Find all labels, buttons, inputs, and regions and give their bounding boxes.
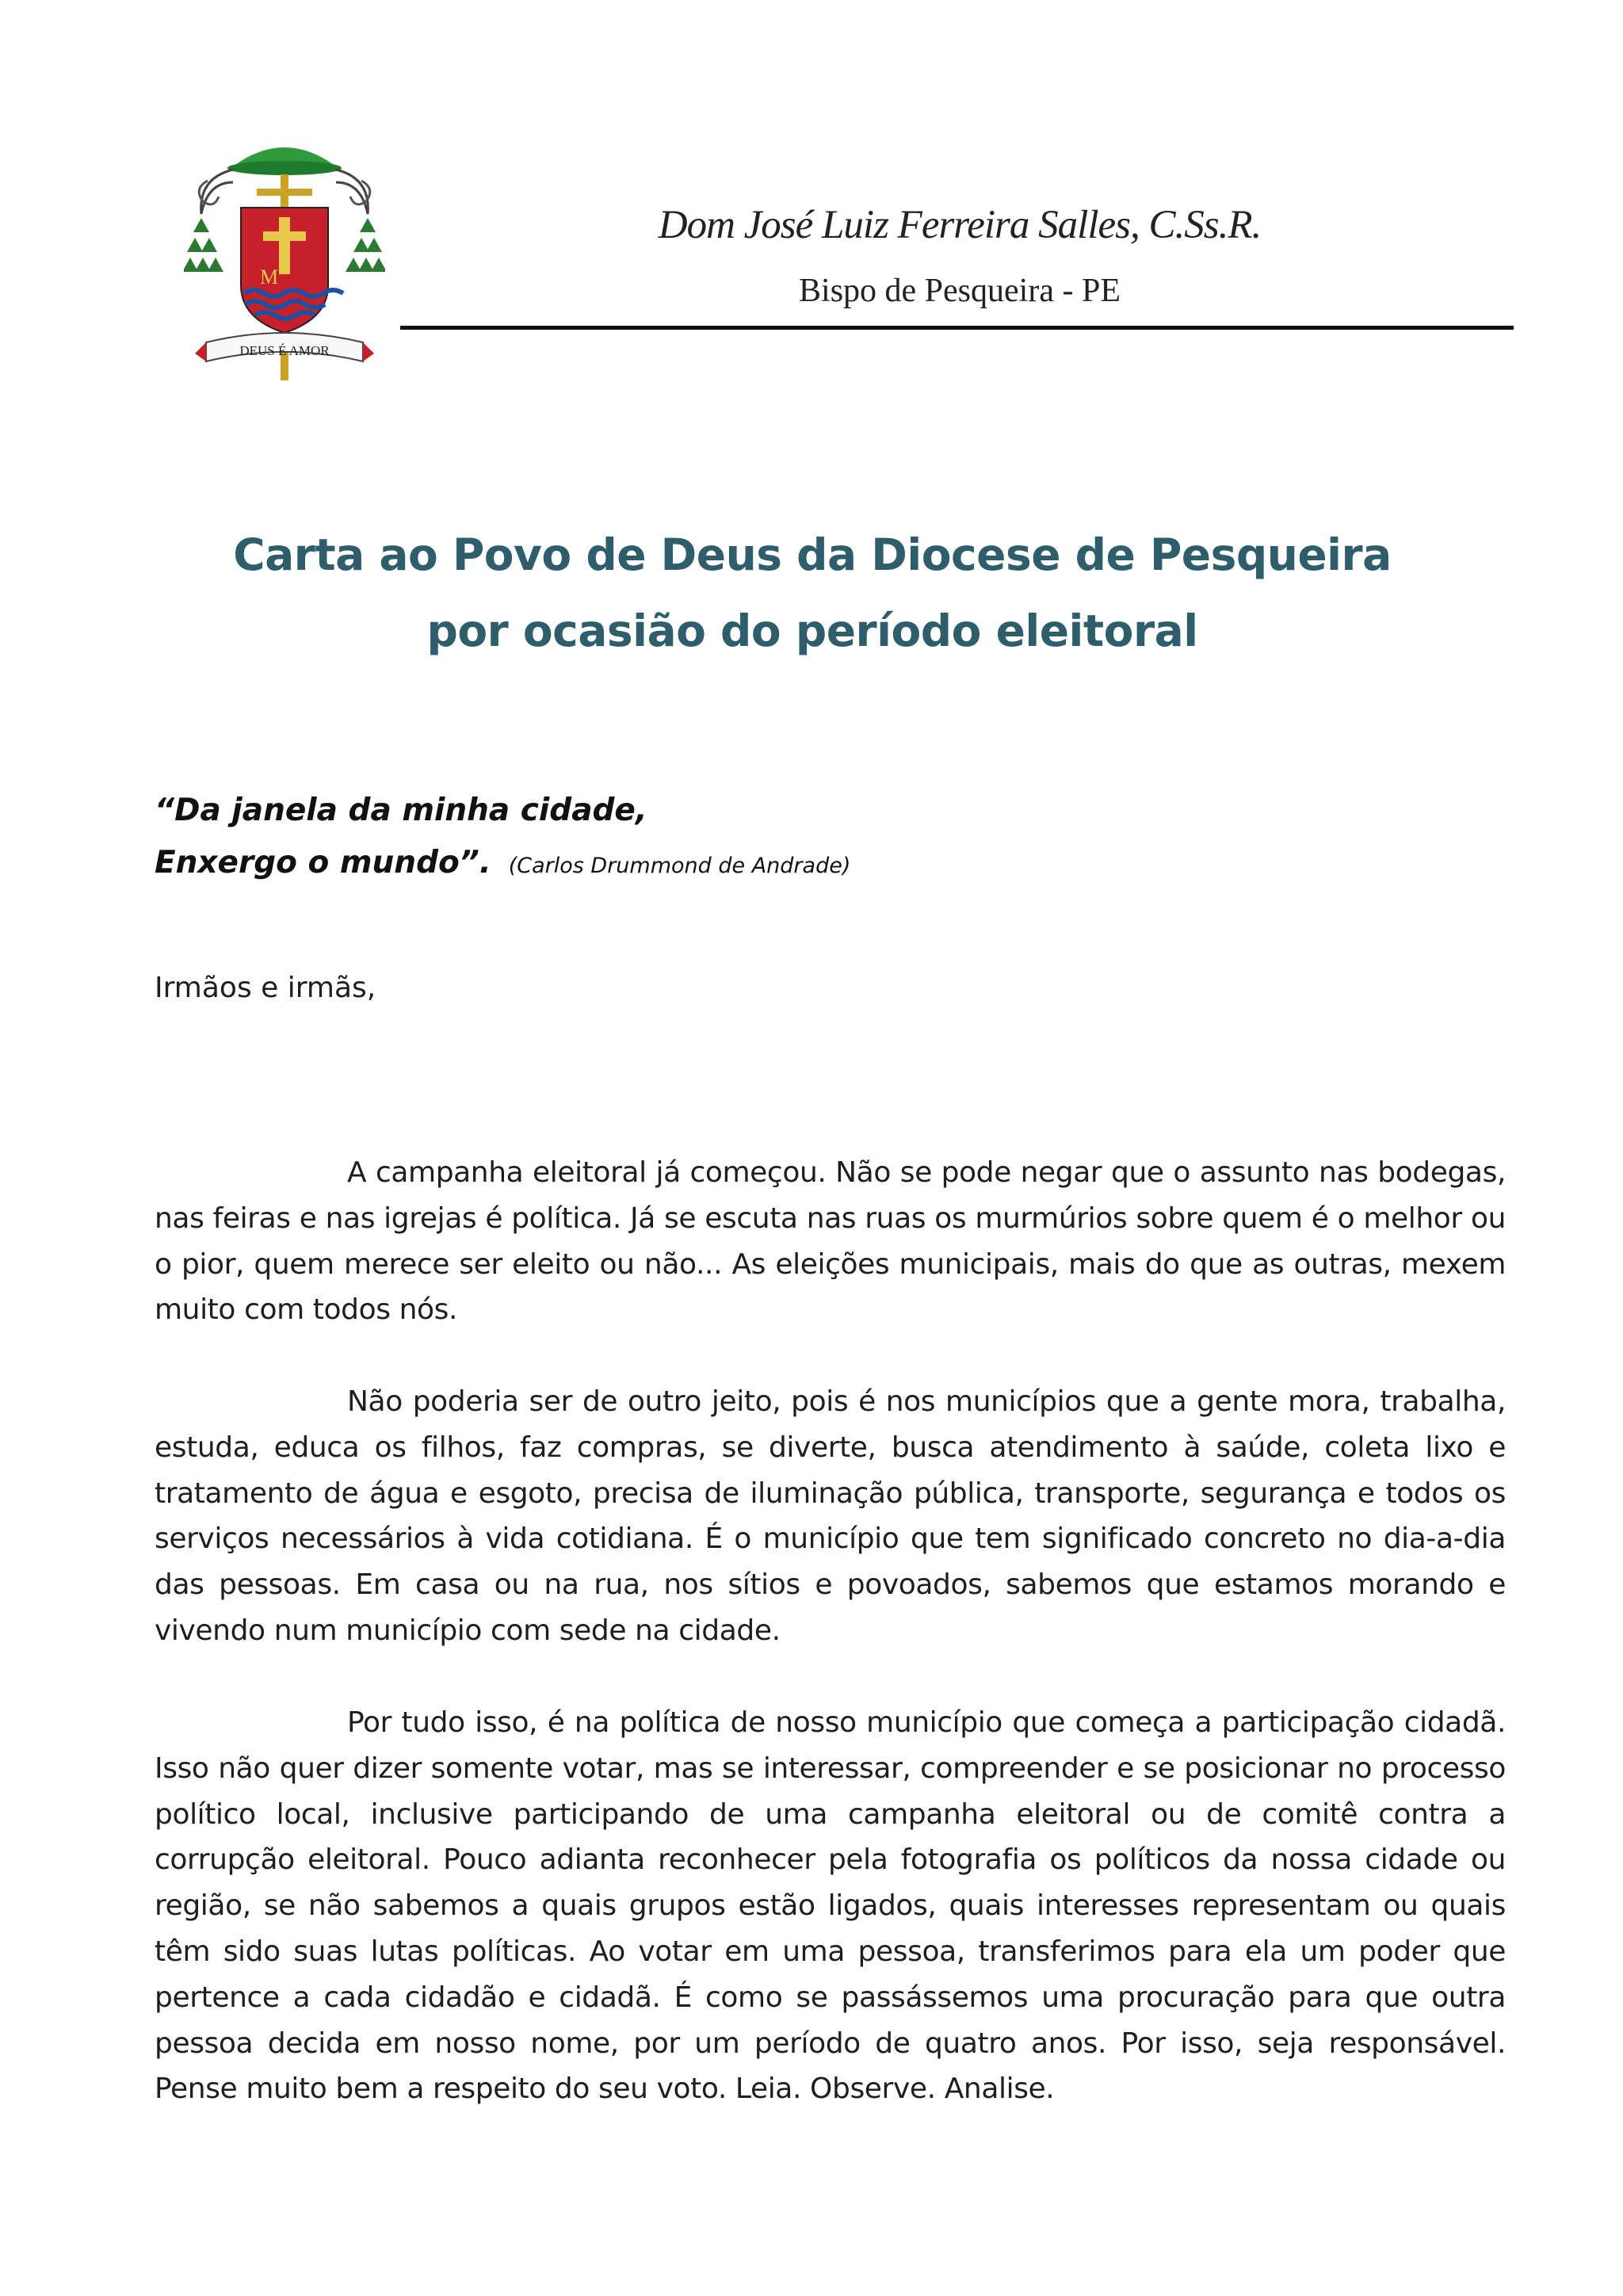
svg-text:DEUS É AMOR: DEUS É AMOR [239,343,330,358]
paragraph-1: A campanha eleitoral já começou. Não se pode negar que o assunto nas bodegas, nas feiras e nas igrejas é política. Já se escuta nas ruas os murmúrios sobre quem é o melhor ou o pior, quem merece ser eleito ou não... As eleições municipais, mais do que as outras, mexem muito com todos nós. [155,1156,1506,1327]
header-divider [400,326,1514,330]
svg-text:M: M [260,266,279,288]
letter-title-line-1: Carta ao Povo de Deus da Diocese de Pesqueira [233,529,1392,580]
coat-of-arms-icon [184,135,385,387]
greeting: Irmãos e irmãs, [155,972,376,1004]
epigraph-line-2 [155,845,850,881]
letter-title-line-2: por ocasião do período eleitoral [426,606,1198,656]
bishop-title: Bispo de Pesqueira - PE [799,273,1121,309]
paragraph-2: Não poderia ser de outro jeito, pois é nos municípios que a gente mora, trabalha, estuda, educa os filhos, faz compras, se diverte, busca atendimento à saúde, coleta lixo e tratamento de água e esgoto, precisa de iluminação pública, transporte, segurança e todos os serviços necessários à vida cotidiana. É o município que tem significado concreto no dia-a-dia das pessoas. Em casa ou na rua, nos sítios e povoados, sabemos que estamos morando e vivendo num município com sede na cidade. [155,1385,1506,1647]
paragraph-3: Por tudo isso, é na política de nosso município que começa a participação cidadã. Isso não quer dizer somente votar, mas se interessar, compreender e se posicionar no processo político local, inclusive participando de uma campanha eleitoral ou de comitê contra a corrupção eleitoral. Pouco adianta reconhecer pela fotografia os políticos da nossa cidade ou região, se não sabemos a quais grupos estão ligados, quais interesses representam ou quais têm sido suas lutas políticas. Ao votar em uma pessoa, transferimos para ela um poder que pertence a cada cidadão e cidadã. É como se passássemos uma procuração para que outra pessoa decida em nosso nome, por um período de quatro anos. Por isso, seja responsável. Pense muito bem a respeito do seu voto. Leia. Observe. Analise. [155,1706,1506,2106]
epigraph-source: (Carlos Drummond de Andrade) [508,854,851,878]
bishop-name: Dom José Luiz Ferreira Salles, C.Ss.R. [658,203,1262,247]
epigraph-line-1: “Da janela da minha cidade, [155,793,647,828]
epigraph-quote: Enxergo o mundo”. [155,845,491,881]
